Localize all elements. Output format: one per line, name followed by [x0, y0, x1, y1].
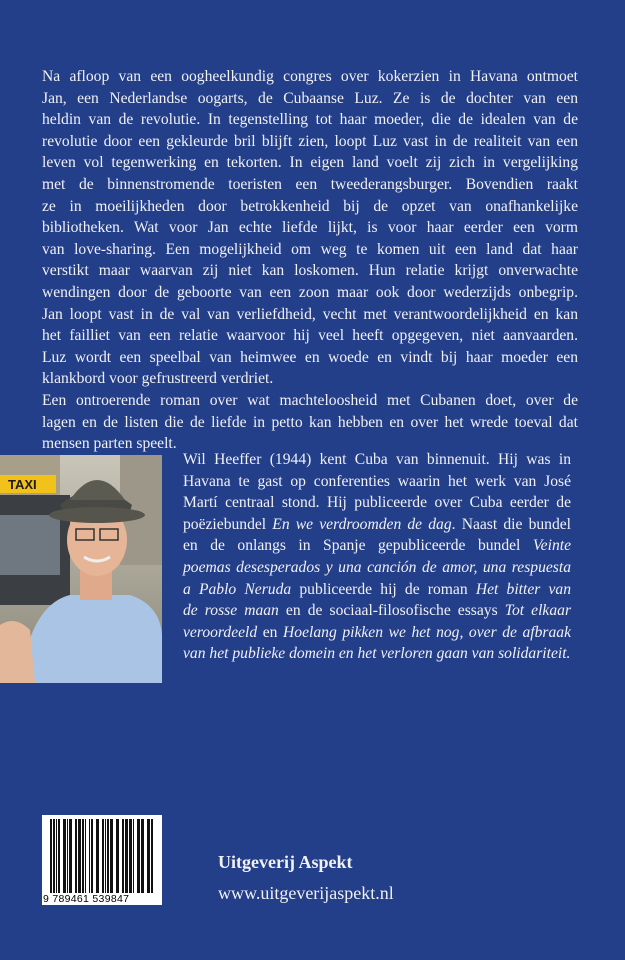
text-segment: lagen en de listen die de liefde in petto kan hebben en over het wrede toeval dat [42, 413, 578, 431]
barcode-bar [151, 819, 153, 893]
text-segment: leven vol tegenwerking en tekorten. In eigen land voelt zij zich in vergelijking [42, 154, 578, 172]
bio-line [183, 514, 571, 536]
text-segment: en de onlangs in Spanje gepubliceerde bundel [183, 537, 533, 555]
bio-line [183, 492, 571, 514]
bio-line [183, 643, 571, 665]
text-segment: Havana te gast op conferenties waarin het werk van José [183, 472, 571, 490]
italic-title: a Pablo Neruda [183, 580, 292, 598]
author-photo [0, 455, 162, 683]
text-segment: heldin van de revolutie. In tegenstelling tot haar moeder, die de idealen van de [42, 111, 578, 129]
text-segment: . Naast die bundel [451, 515, 572, 533]
italic-title: En we verdroomden de dag [272, 515, 452, 533]
italic-title: Hoelang pikken we het nog, over de afbraak [283, 623, 572, 641]
barcode-bar [147, 819, 150, 893]
blurb-line [42, 174, 578, 196]
text-segment: bibliotheken. Wat voor Jan echte liefde lijkt, is voor haar eerder een vorm [42, 219, 578, 237]
italic-title: poemas desesperados y una canción de amor, una respuesta [183, 558, 571, 576]
text-segment: Luz wordt een speelbal van heimwee en woede en vindt bij haar moeder een [42, 348, 578, 366]
text-segment: Martí centraal stond. Hij publiceerde over Cuba eerder de [183, 494, 571, 512]
barcode-bar [129, 819, 132, 893]
isbn-barcode [42, 815, 162, 905]
italic-title: van het publieke domein en het verloren gaan van solidariteit. [183, 645, 571, 663]
text-segment: Na afloop van een oogheelkundig congres over kokerzien in Havana ontmoet [42, 68, 578, 85]
blurb-line [42, 304, 578, 326]
blurb-line [42, 282, 578, 304]
blurb-line [42, 109, 578, 131]
text-segment: verstikt maar waarvan zij niet kan loskomen. Hun relatie krijgt onverwachte [42, 262, 578, 280]
blurb-line [42, 412, 578, 434]
text-segment: en [257, 623, 284, 641]
barcode-bar [107, 819, 109, 893]
text-segment: poëziebundel [183, 515, 273, 533]
publisher-url[interactable]: www.uitgeverijaspekt.nl [218, 883, 394, 903]
text-segment: en de sociaal-filosofische essays [278, 602, 505, 620]
text-segment: Wil Heeffer (1944) kent Cuba van binnenuit. Hij was in [183, 451, 571, 468]
bio-line [183, 449, 571, 471]
text-segment: Jan, een Nederlandse oogarts, de Cubaanse Luz. Ze is de dochter van een [42, 89, 578, 107]
barcode-bar [133, 819, 134, 893]
taxi-sign: TAXI [8, 477, 37, 492]
text-segment: van love-sharing. Een mogelijkheid om weg te komen uit een land dat haar [42, 240, 578, 258]
barcode-bar [67, 819, 68, 893]
barcode-bar [75, 819, 77, 893]
barcode-bar [53, 819, 55, 893]
barcode-bars [42, 815, 162, 895]
blurb-line [42, 347, 578, 369]
blurb-line [42, 196, 578, 218]
bio-line [183, 600, 571, 622]
barcode-bar [69, 819, 72, 893]
barcode-bar [102, 819, 104, 893]
bio-line [183, 535, 571, 557]
barcode-bar [82, 819, 84, 893]
barcode-bar [78, 819, 81, 893]
text-segment: klankbord voor gefrustreerd verdriet. [42, 370, 274, 388]
bio-line [183, 579, 571, 601]
publisher-name: Uitgeverij Aspekt [218, 852, 353, 872]
barcode-bar [110, 819, 113, 893]
barcode-bar [91, 819, 93, 893]
text-segment: wendingen door de geboorte van een zoon maar ook door wederzijds onbegrip. [42, 283, 578, 301]
isbn-number: 9 789461 539847 [43, 893, 130, 905]
barcode-bar [125, 819, 128, 893]
bio-line [183, 557, 571, 579]
blurb-line [42, 131, 578, 153]
barcode-bar [105, 819, 106, 893]
text-segment: met de binnenstromende toeristen een tweederangsburger. Bovendien raakt [42, 175, 578, 193]
blurb-line [42, 217, 578, 239]
barcode-bar [85, 819, 86, 893]
text-segment: Jan loopt vast in de val van verliefdheid, vecht met verantwoordelijkheid en kan [42, 305, 578, 323]
barcode-bar [141, 819, 144, 893]
text-segment: revolutie door een gekleurde bril blijft zien, loopt Luz vast in de realiteit van een [42, 132, 578, 150]
bio-line [183, 471, 571, 493]
barcode-bar [63, 819, 66, 893]
italic-title: veroordeeld [183, 623, 258, 641]
text-segment: ze in moeilijkheden door betrokkenheid bij de opzet van onafhankelijke [42, 197, 578, 215]
italic-title: Het bitter van [475, 580, 571, 598]
text-segment: mensen parten speelt. [42, 435, 177, 453]
blurb-line [42, 390, 578, 412]
blurb-line [42, 152, 578, 174]
blurb-line [42, 66, 578, 88]
text-segment: Een ontroerende roman over wat machteloosheid met Cubanen doet, over de [42, 391, 578, 409]
italic-title: Veinte [532, 537, 571, 555]
barcode-bar [122, 819, 124, 893]
italic-title: Tot elkaar [504, 602, 572, 620]
blurb-line [42, 239, 578, 261]
barcode-bar [89, 819, 90, 893]
author-bio [183, 449, 571, 665]
blurb-text [42, 66, 578, 455]
barcode-bar [137, 819, 140, 893]
blurb-line [42, 325, 578, 347]
barcode-bar [116, 819, 119, 893]
bio-line [183, 622, 571, 644]
blurb-line [42, 260, 578, 282]
blurb-line [42, 88, 578, 110]
text-segment: het failliet van een relatie waarvoor hij veel heeft opgegeven, niet aanvaarden. [42, 327, 578, 345]
barcode-bar [56, 819, 57, 893]
barcode-bar [58, 819, 60, 893]
text-segment: publiceerde hij de roman [291, 580, 476, 598]
blurb-line [42, 368, 578, 390]
barcode-bar [50, 819, 52, 893]
italic-title: de rosse maan [183, 602, 279, 620]
barcode-bar [96, 819, 99, 893]
